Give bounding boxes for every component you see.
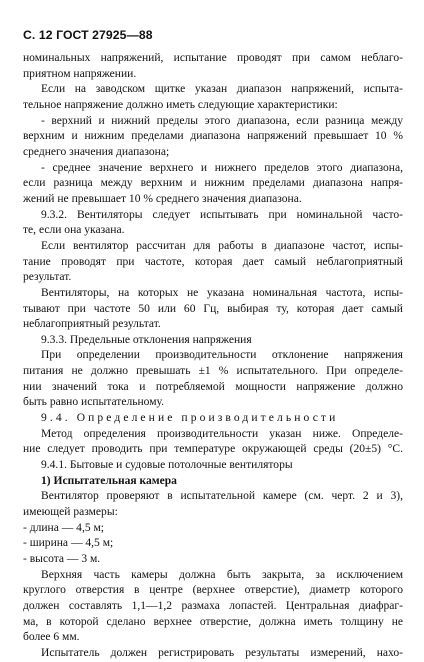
text-line: те, если она указана. xyxy=(23,224,125,237)
text-line: 9.3.2. Вентиляторы следует испытывать при номинальной часто- xyxy=(41,208,403,221)
text-line: приятном напряжении. xyxy=(23,67,137,80)
text-line: При определении производительности отклонение напряжения xyxy=(41,349,403,362)
text-line: номинальных напряжений, испытание проводят при самом неблаго- xyxy=(23,52,403,64)
text-line: круглого отверстия в центре (верхнее отверстие), диаметр которого xyxy=(23,584,403,597)
list-item: - длина — 4,5 м; xyxy=(23,521,105,534)
item-heading: 1) Испытательная камера xyxy=(41,474,177,487)
text-line: верхним и нижним пределами диапазона напряжений превышает 10 % xyxy=(23,130,403,143)
text-line: Испытатель должен регистрировать результаты измерений, нахо- xyxy=(41,646,403,659)
subsection-heading: 9.3.3. Предельные отклонения напряжения xyxy=(41,333,252,346)
text-line: ние следует проводить при температуре окружающей среды (20±5) °С. xyxy=(23,443,403,456)
text-line: неблагоприятный результат. xyxy=(23,318,161,331)
text-line: Если на заводском щитке указан диапазон напряжений, испыта- xyxy=(41,83,403,96)
page-header: С. 12 ГОСТ 27925—88 xyxy=(23,28,153,42)
text-line: - верхний и нижний пределы этого диапазона, если разница между xyxy=(41,114,403,127)
text-line: нии значений тока и потребляемой мощности напряжение должно xyxy=(23,380,403,393)
list-item: - высота — 3 м. xyxy=(23,553,101,565)
text-line: имеющей размеры: xyxy=(23,506,118,519)
text-line: Метод определения производительности указан ниже. Определе- xyxy=(41,427,403,440)
text-line: Вентилятор проверяют в испытательной камере (см. черт. 2 и 3), xyxy=(41,490,403,503)
text-line: результат. xyxy=(23,271,72,284)
text-line: жений не превышает 10 % среднего значения диапазона. xyxy=(23,192,302,205)
text-line: среднего значения диапазона; xyxy=(23,145,170,158)
text-line: Вентиляторы, на которых не указана номинальная частота, испы- xyxy=(41,286,403,299)
text-line: - среднее значение верхнего и нижнего пределов этого диапазона, xyxy=(41,161,403,174)
document-body xyxy=(23,51,403,662)
text-line: более 6 мм. xyxy=(23,631,80,644)
text-line: питания не должно превышать ±1 % испытательного. При определе- xyxy=(23,365,403,378)
text-line: тывают при частоте 50 или 60 Гц, выбирая ту, которая дает самый xyxy=(23,302,403,315)
text-line: если разница между верхним и нижним пределами диапазона напря- xyxy=(23,177,403,190)
text-line: тание проводят при частоте, которая дает самый неблагоприятный xyxy=(23,255,403,268)
section-heading: 9.4. Определение производительности xyxy=(41,412,339,425)
text-line: Верхняя часть камеры должна быть закрыта, за исключением xyxy=(41,568,403,581)
text-line: должен составлять 1,1—1,2 размаха лопастей. Центральная диафраг- xyxy=(23,599,403,612)
text-line: тельное напряжение должно иметь следующие характеристики: xyxy=(23,98,338,111)
text-line: Если вентилятор рассчитан для работы в диапазоне частот, испы- xyxy=(41,239,403,252)
text-line: ма, в которой сделано верхнее отверстие, должна иметь толщину не xyxy=(23,615,403,628)
list-item: - ширина — 4,5 м; xyxy=(23,537,114,550)
subsection-heading: 9.4.1. Бытовые и судовые потолочные вентиляторы xyxy=(41,459,293,472)
text-line: быть равно испытательному. xyxy=(23,396,165,409)
